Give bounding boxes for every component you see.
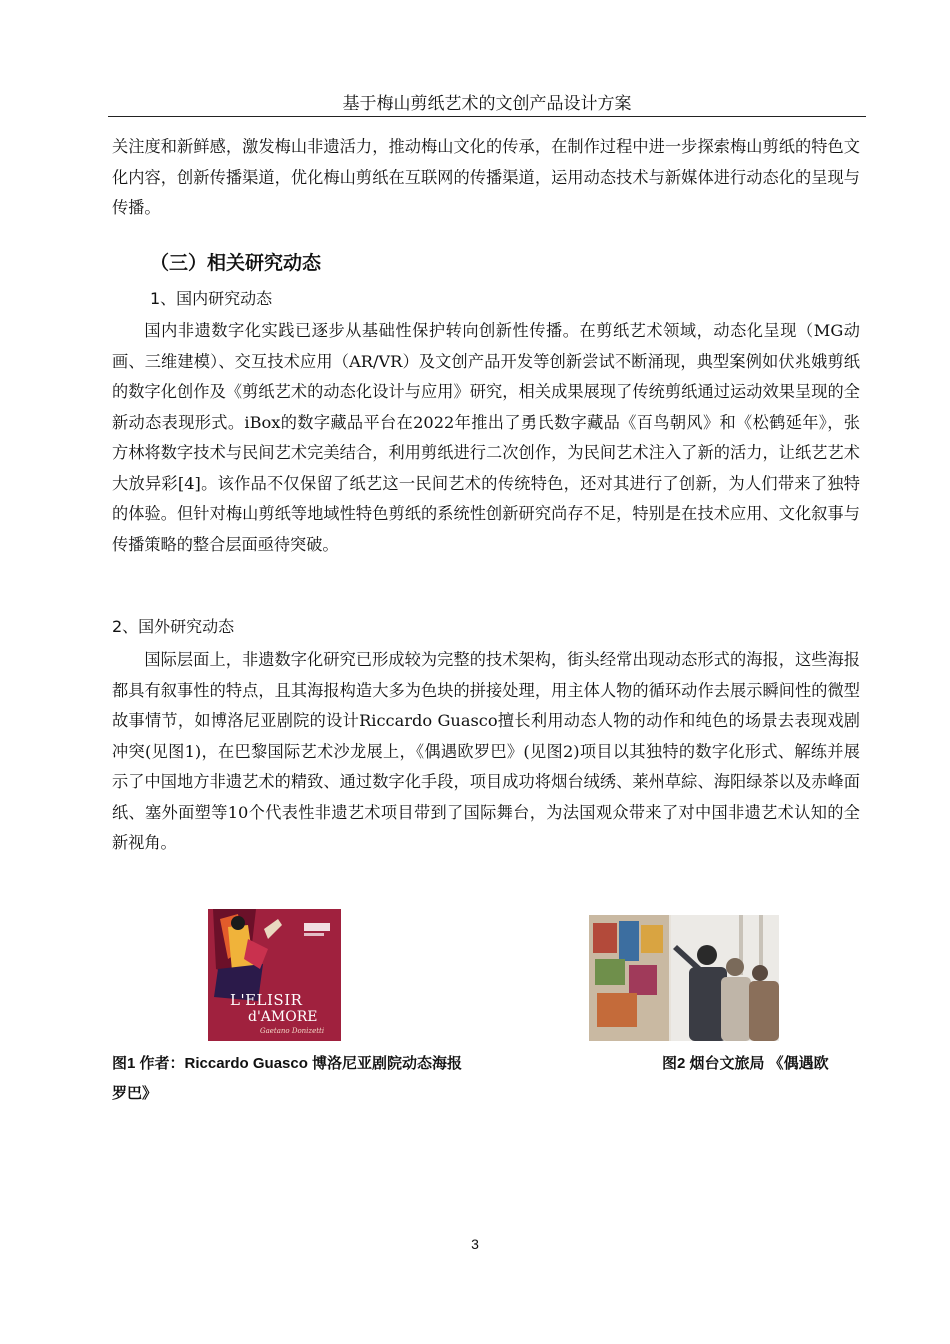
running-header: 基于梅山剪纸艺术的文创产品设计方案	[108, 92, 866, 117]
figure-1-caption: 图1 作者：Riccardo Guasco 博洛尼亚剧院动态海报	[112, 1055, 463, 1072]
foreign-heading: 2、国外研究动态	[112, 617, 235, 636]
section-heading: （三）相关研究动态	[150, 252, 322, 274]
exhibition-photo-illustration	[589, 915, 779, 1041]
intro-paragraph: 关注度和新鲜感，激发梅山非遗活力，推动梅山文化的传承，在制作过程中进一步探索梅山剪纸的特色文化内容，创新传播渠道，优化梅山剪纸在互联网的传播渠道，运用动态技术与新媒体进行动态化的呈现与传播。	[112, 137, 860, 217]
poster-subtitle: Gaetano Donizetti	[260, 1027, 325, 1035]
poster-title-line1: L'ELISIR	[230, 991, 303, 1009]
figure-2-exhibition-photo	[589, 915, 779, 1041]
domestic-paragraph: 国内非遗数字化实践已逐步从基础性保护转向创新性传播。在剪纸艺术领域，动态化呈现（MG动画、三维建模）、交互技术应用（AR/VR）及文创产品开发等创新尝试不断涌现，典型案例如伏兆娥剪纸的数字化创作及《剪纸艺术的动态化设计与应用》研究，相关成果展现了传统剪纸通过运动效果呈现的全新动态表现形式。iBox的数字藏品平台在2022年推出了勇氏数字藏品《百鸟朝风》和《松鹤延年》，张方林将数字技术与民间艺术完美结合，利用剪纸进行二次创作，为民间艺术注入了新的活力，让纸艺艺术大放异彩[4]。该作品不仅保留了纸艺这一民间艺术的传统特色，还对其进行了创新，为人们带来了独特的体验。但针对梅山剪纸等地域性特色剪纸的系统性创新研究尚存不足，特别是在技术应用、文化叙事与传播策略的整合层面亟待突破。	[112, 321, 860, 554]
figure-1-poster-image	[208, 909, 341, 1041]
figure-2-caption-line2: 罗巴》	[112, 1085, 158, 1102]
page-number: 3	[471, 1236, 479, 1252]
domestic-heading: 1、国内研究动态	[150, 289, 273, 308]
foreign-paragraph: 国际层面上，非遗数字化研究已形成较为完整的技术架构，街头经常出现动态形式的海报，这些海报都具有叙事性的特点，且其海报构造大多为色块的拼接处理，用主体人物的循环动作去展示瞬间性的微型故事情节，如博洛尼亚剧院的设计Riccardo Guasco擅长利用动态人物的动作和纯色的场景去表现戏剧冲突(见图1)，在巴黎国际艺术沙龙展上，《偶遇欧罗巴》(见图2)项目以其独特的数字化形式、解练并展示了中国地方非遗艺术的精致、通过数字化手段，项目成功将烟台绒绣、莱州草綜、海阳绿茶以及赤峰面纸、塞外面塑等10个代表性非遗艺术项目带到了国际舞台，为法国观众带来了对中国非遗艺术认知的全新视角。	[112, 650, 860, 852]
poster-title-line2: d'AMORE	[248, 1009, 318, 1025]
figure-2-caption-line1: 图2 烟台文旅局 《偶遇欧	[662, 1055, 829, 1072]
